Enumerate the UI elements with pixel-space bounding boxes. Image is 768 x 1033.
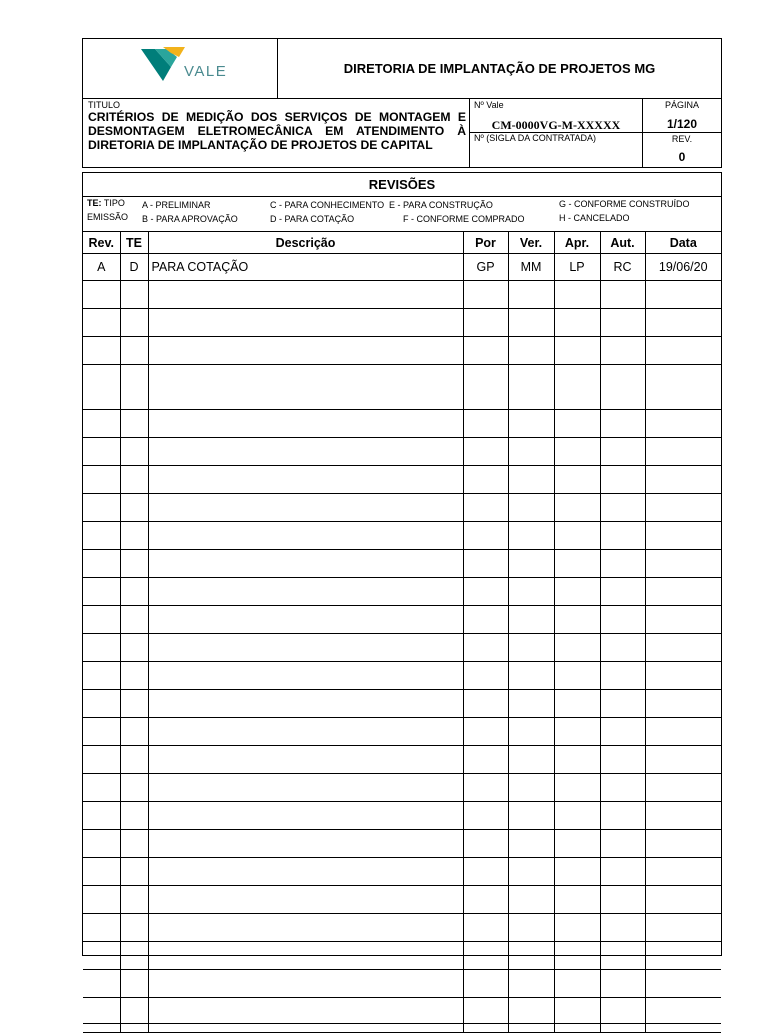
empty-cell [120, 550, 148, 578]
empty-cell [600, 942, 645, 970]
empty-cell [120, 309, 148, 337]
empty-cell [463, 494, 508, 522]
empty-cell [645, 522, 721, 550]
empty-cell [83, 494, 120, 522]
empty-cell [645, 550, 721, 578]
cell-rev: A [83, 254, 120, 281]
empty-cell [120, 914, 148, 942]
empty-cell [83, 309, 120, 337]
logo-cell [82, 38, 278, 99]
empty-cell [554, 830, 600, 858]
empty-cell [120, 718, 148, 746]
empty-cell [554, 802, 600, 830]
empty-cell [83, 662, 120, 690]
empty-cell [463, 662, 508, 690]
empty-cell [645, 830, 721, 858]
empty-cell [554, 774, 600, 802]
empty-cell [120, 365, 148, 410]
empty-cell [600, 578, 645, 606]
empty-rows [83, 281, 721, 1033]
empty-cell [508, 830, 554, 858]
empty-cell [120, 998, 148, 1024]
empty-cell [148, 550, 463, 578]
empty-cell [83, 522, 120, 550]
empty-cell [120, 410, 148, 438]
empty-cell [463, 718, 508, 746]
vale-document-code: CM-0000VG-M-XXXXX [491, 118, 621, 132]
empty-cell [600, 830, 645, 858]
empty-cell [600, 550, 645, 578]
empty-cell [645, 718, 721, 746]
empty-cell [148, 802, 463, 830]
empty-cell [148, 578, 463, 606]
empty-cell [508, 281, 554, 309]
empty-cell [645, 970, 721, 998]
empty-cell [645, 662, 721, 690]
empty-cell [554, 914, 600, 942]
directorate-title: DIRETORIA DE IMPLANTAÇÃO DE PROJETOS MG [277, 38, 722, 99]
empty-cell [508, 858, 554, 886]
empty-cell [554, 438, 600, 466]
empty-cell [508, 746, 554, 774]
empty-cell [645, 606, 721, 634]
empty-cell [600, 662, 645, 690]
empty-cell [83, 634, 120, 662]
empty-cell [120, 438, 148, 466]
empty-cell [148, 634, 463, 662]
empty-cell [645, 1024, 721, 1033]
empty-cell [645, 858, 721, 886]
title-line-3: DIRETORIA DE IMPLANTAÇÃO DE PROJETOS DE CAPITAL [88, 138, 433, 152]
col-rev: Rev. [83, 232, 120, 254]
empty-cell [508, 662, 554, 690]
empty-cell [83, 998, 120, 1024]
empty-cell [148, 337, 463, 365]
empty-cell [120, 774, 148, 802]
empty-cell [148, 494, 463, 522]
empty-cell [148, 774, 463, 802]
empty-cell [463, 970, 508, 998]
document-title [88, 110, 466, 152]
title-block [82, 98, 470, 168]
empty-cell [83, 365, 120, 410]
empty-cell [554, 337, 600, 365]
page-label: PÁGINA [664, 100, 699, 110]
empty-cell [508, 718, 554, 746]
empty-cell [600, 466, 645, 494]
empty-cell [463, 578, 508, 606]
empty-cell [508, 550, 554, 578]
empty-cell [120, 466, 148, 494]
empty-cell [600, 690, 645, 718]
empty-cell [83, 466, 120, 494]
empty-cell [120, 578, 148, 606]
empty-cell [508, 337, 554, 365]
cell-te: D [120, 254, 148, 281]
empty-cell [508, 466, 554, 494]
empty-cell [600, 886, 645, 914]
empty-cell [508, 578, 554, 606]
empty-cell [148, 662, 463, 690]
table-row [83, 254, 721, 281]
table-row [83, 494, 721, 522]
empty-cell [645, 802, 721, 830]
empty-cell [463, 365, 508, 410]
empty-cell [508, 522, 554, 550]
empty-cell [120, 690, 148, 718]
empty-cell [463, 746, 508, 774]
empty-cell [83, 802, 120, 830]
empty-cell [463, 690, 508, 718]
empty-cell [554, 970, 600, 998]
empty-cell [600, 774, 645, 802]
col-por: Por [463, 232, 508, 254]
divider [643, 132, 721, 133]
empty-cell [120, 522, 148, 550]
empty-cell [120, 281, 148, 309]
empty-cell [600, 522, 645, 550]
table-row [83, 802, 721, 830]
empty-cell [554, 1024, 600, 1033]
empty-cell [508, 438, 554, 466]
empty-cell [508, 634, 554, 662]
table-row [83, 886, 721, 914]
empty-cell [554, 718, 600, 746]
empty-cell [463, 438, 508, 466]
empty-cell [645, 578, 721, 606]
empty-cell [600, 634, 645, 662]
empty-cell [148, 309, 463, 337]
empty-cell [463, 634, 508, 662]
revisions-section [82, 172, 722, 956]
empty-cell [554, 662, 600, 690]
empty-cell [508, 1024, 554, 1033]
empty-cell [463, 802, 508, 830]
empty-cell [463, 830, 508, 858]
empty-cell [600, 309, 645, 337]
col-aut: Aut. [600, 232, 645, 254]
table-row [83, 438, 721, 466]
empty-cell [508, 914, 554, 942]
title-line-2: DESMONTAGEM ELETROMECÂNICA EM ATENDIMENTO À [88, 124, 466, 138]
empty-cell [600, 494, 645, 522]
empty-cell [508, 309, 554, 337]
empty-cell [645, 365, 721, 410]
table-row [83, 858, 721, 886]
empty-cell [600, 802, 645, 830]
empty-cell [554, 365, 600, 410]
cell-apr: LP [554, 254, 600, 281]
empty-cell [120, 337, 148, 365]
table-row [83, 522, 721, 550]
empty-cell [463, 942, 508, 970]
emissao-label: EMISSÃO [87, 212, 129, 222]
empty-cell [645, 746, 721, 774]
empty-cell [600, 337, 645, 365]
empty-cell [120, 886, 148, 914]
vale-logo-icon [141, 47, 185, 83]
empty-cell [120, 746, 148, 774]
empty-cell [148, 281, 463, 309]
empty-cell [83, 1024, 120, 1033]
legend-a: A - PRELIMINAR [142, 200, 211, 210]
empty-cell [463, 1024, 508, 1033]
empty-cell [645, 914, 721, 942]
empty-cell [148, 606, 463, 634]
legend-c: C - PARA CONHECIMENTO [270, 200, 385, 210]
revisions-title: REVISÕES [83, 173, 721, 197]
empty-cell [645, 774, 721, 802]
empty-cell [83, 578, 120, 606]
empty-cell [148, 690, 463, 718]
empty-cell [148, 410, 463, 438]
empty-cell [120, 802, 148, 830]
empty-cell [600, 718, 645, 746]
rev-label: REV. [671, 134, 693, 144]
empty-cell [148, 746, 463, 774]
legend-b: B - PARA APROVAÇÃO [142, 214, 238, 224]
empty-cell [463, 774, 508, 802]
empty-cell [120, 830, 148, 858]
empty-cell [120, 494, 148, 522]
empty-cell [148, 914, 463, 942]
empty-cell [645, 309, 721, 337]
table-row [83, 365, 721, 410]
table-row [83, 466, 721, 494]
empty-cell [148, 718, 463, 746]
vale-number-label: Nº Vale [474, 100, 504, 110]
empty-cell [83, 550, 120, 578]
te-label [87, 198, 125, 208]
empty-cell [120, 1024, 148, 1033]
empty-cell [148, 522, 463, 550]
empty-cell [83, 438, 120, 466]
empty-cell [554, 634, 600, 662]
empty-cell [508, 970, 554, 998]
empty-cell [508, 606, 554, 634]
empty-cell [600, 970, 645, 998]
empty-cell [645, 494, 721, 522]
table-row [83, 970, 721, 998]
empty-cell [148, 886, 463, 914]
cell-por: GP [463, 254, 508, 281]
empty-cell [645, 942, 721, 970]
empty-cell [463, 606, 508, 634]
empty-cell [83, 337, 120, 365]
legend-h: H - CANCELADO [559, 213, 630, 223]
empty-cell [508, 494, 554, 522]
empty-cell [148, 998, 463, 1024]
empty-cell [645, 886, 721, 914]
table-row [83, 830, 721, 858]
empty-cell [600, 998, 645, 1024]
empty-cell [645, 690, 721, 718]
cell-data: 19/06/20 [645, 254, 721, 281]
empty-cell [554, 746, 600, 774]
empty-cell [463, 522, 508, 550]
table-row [83, 634, 721, 662]
empty-cell [83, 942, 120, 970]
contractor-number-label: Nº (SIGLA DA CONTRATADA) [474, 133, 596, 143]
empty-cell [645, 410, 721, 438]
table-row [83, 774, 721, 802]
empty-cell [148, 438, 463, 466]
page-block [642, 98, 722, 168]
empty-cell [645, 998, 721, 1024]
empty-cell [600, 746, 645, 774]
empty-cell [600, 281, 645, 309]
empty-cell [600, 365, 645, 410]
empty-cell [600, 914, 645, 942]
empty-cell [645, 466, 721, 494]
empty-cell [554, 886, 600, 914]
empty-cell [600, 858, 645, 886]
empty-cell [463, 886, 508, 914]
empty-cell [148, 858, 463, 886]
empty-cell [463, 309, 508, 337]
empty-cell [508, 998, 554, 1024]
empty-cell [508, 886, 554, 914]
empty-cell [148, 942, 463, 970]
empty-cell [463, 466, 508, 494]
empty-cell [463, 550, 508, 578]
empty-cell [554, 606, 600, 634]
title-line-1: CRITÉRIOS DE MEDIÇÃO DOS SERVIÇOS DE MONTAGEM E [88, 110, 466, 124]
empty-cell [554, 281, 600, 309]
table-row [83, 578, 721, 606]
empty-cell [554, 466, 600, 494]
empty-cell [120, 970, 148, 998]
te-type: TIPO [101, 198, 125, 208]
cell-aut: RC [600, 254, 645, 281]
empty-cell [600, 410, 645, 438]
col-descricao: Descrição [148, 232, 463, 254]
empty-cell [463, 337, 508, 365]
legend-d: D - PARA COTAÇÃO [270, 214, 355, 224]
table-row [83, 914, 721, 942]
empty-cell [83, 970, 120, 998]
empty-cell [148, 365, 463, 410]
empty-cell [120, 634, 148, 662]
empty-cell [463, 281, 508, 309]
empty-cell [508, 410, 554, 438]
rev-value: 0 [678, 150, 686, 164]
empty-cell [83, 606, 120, 634]
empty-cell [645, 634, 721, 662]
col-data: Data [645, 232, 721, 254]
empty-cell [120, 606, 148, 634]
table-row [83, 942, 721, 970]
table-row [83, 550, 721, 578]
legend-e: E - PARA CONSTRUÇÃO [389, 200, 493, 210]
empty-cell [83, 718, 120, 746]
col-te: TE [120, 232, 148, 254]
col-ver: Ver. [508, 232, 554, 254]
te-abbrev: TE: [87, 198, 102, 208]
empty-cell [83, 914, 120, 942]
legend-f: F - CONFORME COMPRADO [403, 214, 525, 224]
empty-cell [508, 690, 554, 718]
empty-cell [463, 858, 508, 886]
empty-cell [83, 830, 120, 858]
empty-cell [508, 365, 554, 410]
revisions-table [83, 231, 721, 1033]
empty-cell [645, 281, 721, 309]
empty-cell [600, 438, 645, 466]
cell-descricao: PARA COTAÇÃO [148, 254, 463, 281]
table-row [83, 410, 721, 438]
table-header-row [83, 232, 721, 254]
table-row [83, 606, 721, 634]
empty-cell [148, 1024, 463, 1033]
empty-cell [554, 578, 600, 606]
empty-cell [600, 606, 645, 634]
title-label: TITULO [88, 100, 121, 110]
col-apr: Apr. [554, 232, 600, 254]
empty-cell [120, 942, 148, 970]
empty-cell [148, 970, 463, 998]
table-row [83, 998, 721, 1024]
empty-cell [645, 337, 721, 365]
empty-cell [83, 410, 120, 438]
empty-cell [600, 1024, 645, 1033]
table-row [83, 746, 721, 774]
empty-cell [554, 998, 600, 1024]
page-value: 1/120 [666, 117, 698, 131]
empty-cell [554, 942, 600, 970]
empty-cell [463, 914, 508, 942]
empty-cell [83, 281, 120, 309]
empty-cell [508, 802, 554, 830]
empty-cell [83, 774, 120, 802]
number-block [469, 98, 643, 168]
table-row [83, 281, 721, 309]
empty-cell [554, 522, 600, 550]
empty-cell [120, 662, 148, 690]
empty-cell [554, 690, 600, 718]
empty-cell [554, 309, 600, 337]
empty-cell [463, 998, 508, 1024]
logo-text: VALE [184, 63, 228, 80]
empty-cell [463, 410, 508, 438]
cell-ver: MM [508, 254, 554, 281]
empty-cell [554, 550, 600, 578]
table-row [83, 309, 721, 337]
empty-cell [83, 690, 120, 718]
empty-cell [148, 830, 463, 858]
empty-cell [554, 494, 600, 522]
empty-cell [120, 858, 148, 886]
empty-cell [508, 774, 554, 802]
empty-cell [508, 942, 554, 970]
empty-cell [554, 858, 600, 886]
empty-cell [148, 466, 463, 494]
table-row [83, 690, 721, 718]
table-row [83, 1024, 721, 1033]
table-row [83, 662, 721, 690]
empty-cell [645, 438, 721, 466]
table-row [83, 718, 721, 746]
table-row [83, 337, 721, 365]
empty-cell [554, 410, 600, 438]
empty-cell [83, 886, 120, 914]
empty-cell [83, 746, 120, 774]
legend-g: G - CONFORME CONSTRUÍDO [559, 199, 690, 209]
empty-cell [83, 858, 120, 886]
